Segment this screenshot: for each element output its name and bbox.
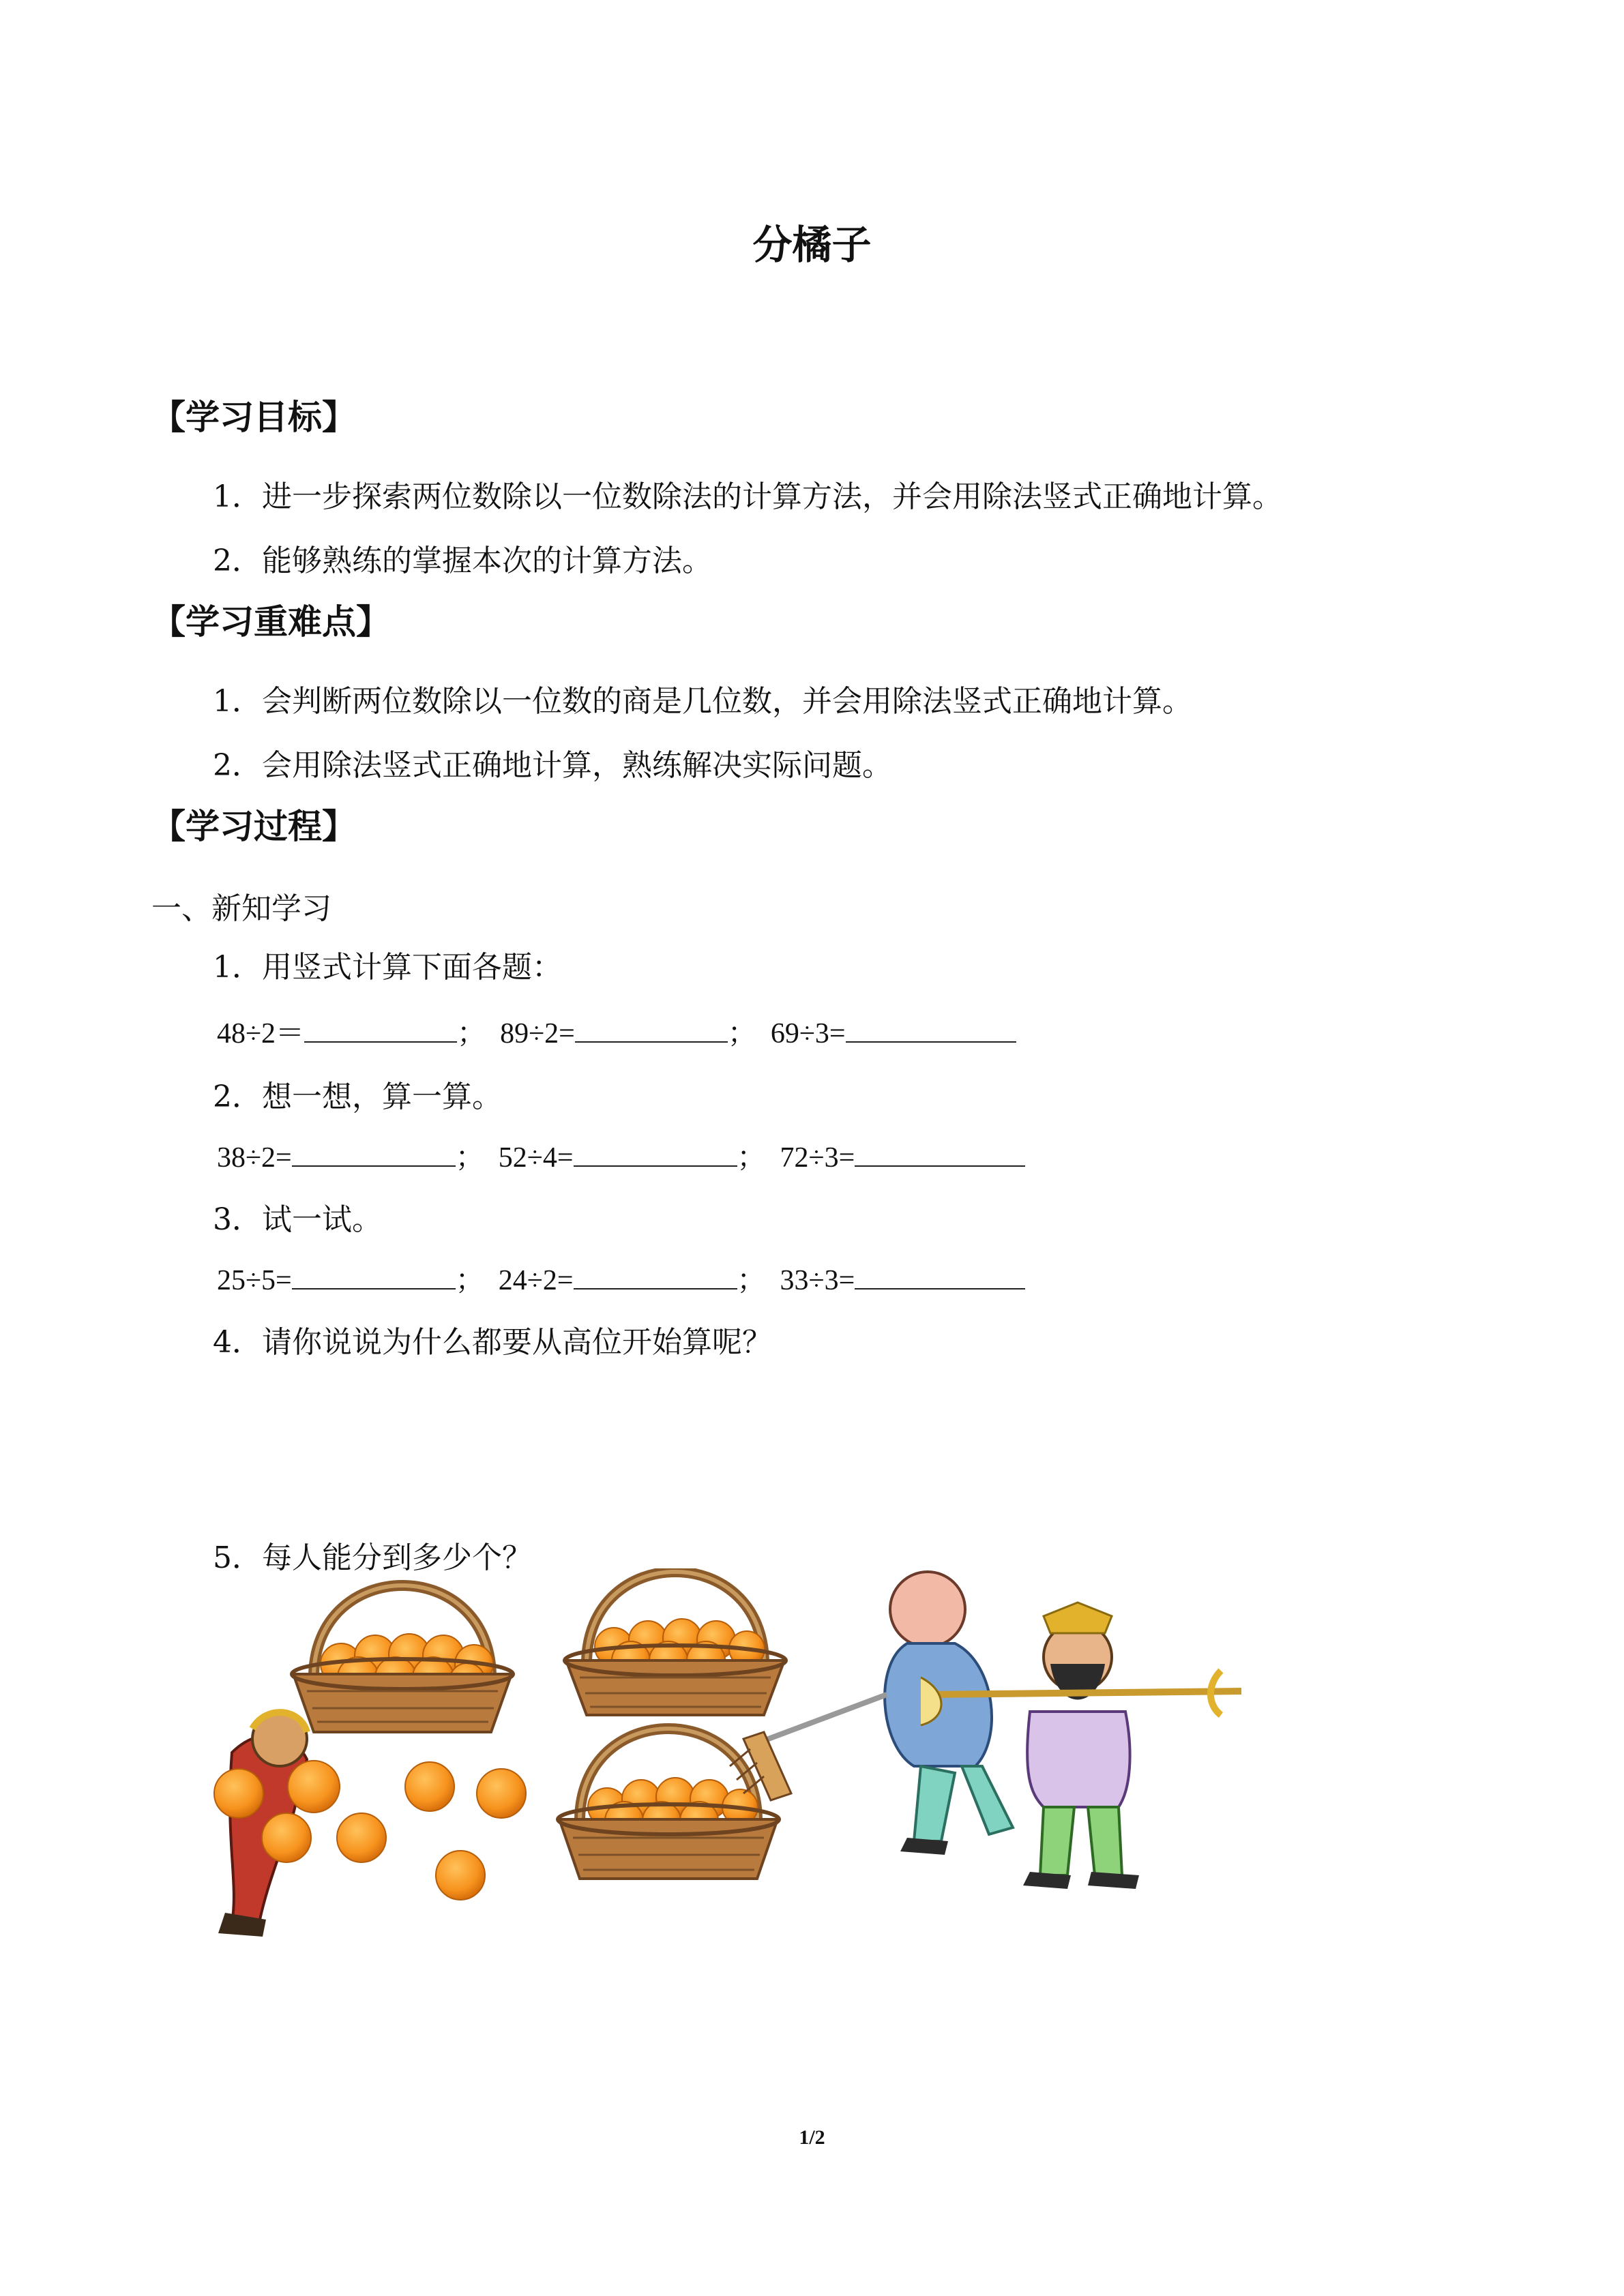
objective-item-2: 2．能够熟练的掌握本次的计算方法。 bbox=[213, 543, 712, 578]
equation: 24÷2= bbox=[498, 1265, 574, 1296]
question-2-equations bbox=[217, 1135, 1025, 1176]
equation: 52÷4= bbox=[498, 1142, 574, 1174]
answer-blank[interactable] bbox=[574, 1262, 737, 1289]
equation: 38÷2= bbox=[217, 1142, 292, 1174]
answer-blank[interactable] bbox=[575, 1015, 728, 1043]
answer-blank[interactable] bbox=[292, 1139, 456, 1167]
equation: 25÷5= bbox=[217, 1265, 292, 1296]
basket-1 bbox=[292, 1585, 513, 1732]
equation: 69÷3= bbox=[770, 1018, 846, 1049]
question-3-equations bbox=[217, 1257, 1025, 1298]
page-title: 分橘子 bbox=[752, 222, 872, 268]
answer-blank[interactable] bbox=[292, 1262, 456, 1289]
objectives-heading: 【学习目标】 bbox=[151, 398, 356, 437]
key-point-item-2: 2．会用除法竖式正确地计算，熟练解决实际问题。 bbox=[213, 748, 892, 783]
answer-blank[interactable] bbox=[304, 1015, 457, 1043]
answer-blank[interactable] bbox=[574, 1139, 737, 1167]
question-3-prompt: 3．试一试。 bbox=[213, 1202, 382, 1237]
key-points-heading: 【学习重难点】 bbox=[151, 602, 390, 642]
page-number: 1/2 bbox=[799, 2126, 825, 2149]
key-point-item-1: 1．会判断两位数除以一位数的商是几位数，并会用除法竖式正确地计算。 bbox=[213, 684, 1192, 719]
equation: 89÷2= bbox=[500, 1018, 575, 1049]
answer-blank[interactable] bbox=[855, 1139, 1025, 1167]
equation: 48÷2＝ bbox=[217, 1018, 305, 1049]
separator: ； bbox=[737, 1142, 766, 1174]
separator: ； bbox=[737, 1265, 766, 1296]
basket-2 bbox=[565, 1572, 786, 1715]
question-4-prompt: 4．请你说说为什么都要从高位开始算呢？ bbox=[213, 1325, 772, 1360]
separator: ； bbox=[455, 1142, 484, 1174]
answer-blank[interactable] bbox=[846, 1015, 1016, 1043]
subsection-title: 一、新知学习 bbox=[151, 891, 331, 926]
process-heading: 【学习过程】 bbox=[151, 807, 356, 846]
separator: ； bbox=[455, 1265, 484, 1296]
answer-blank[interactable] bbox=[855, 1262, 1025, 1289]
separator: ； bbox=[457, 1018, 486, 1049]
oranges-illustration bbox=[205, 1568, 1241, 1957]
objective-item-1: 1．进一步探索两位数除以一位数除法的计算方法，并会用除法竖式正确地计算。 bbox=[213, 479, 1282, 514]
equation: 72÷3= bbox=[780, 1142, 855, 1174]
equation: 33÷3= bbox=[780, 1265, 855, 1296]
question-2-prompt: 2．想一想，算一算。 bbox=[213, 1079, 502, 1114]
question-1-equations bbox=[217, 1011, 1016, 1052]
basket-3 bbox=[558, 1729, 779, 1879]
separator: ； bbox=[727, 1018, 756, 1049]
question-5-prompt: 5．每人能分到多少个？ bbox=[213, 1540, 532, 1575]
question-1-prompt: 1．用竖式计算下面各题： bbox=[213, 950, 562, 985]
